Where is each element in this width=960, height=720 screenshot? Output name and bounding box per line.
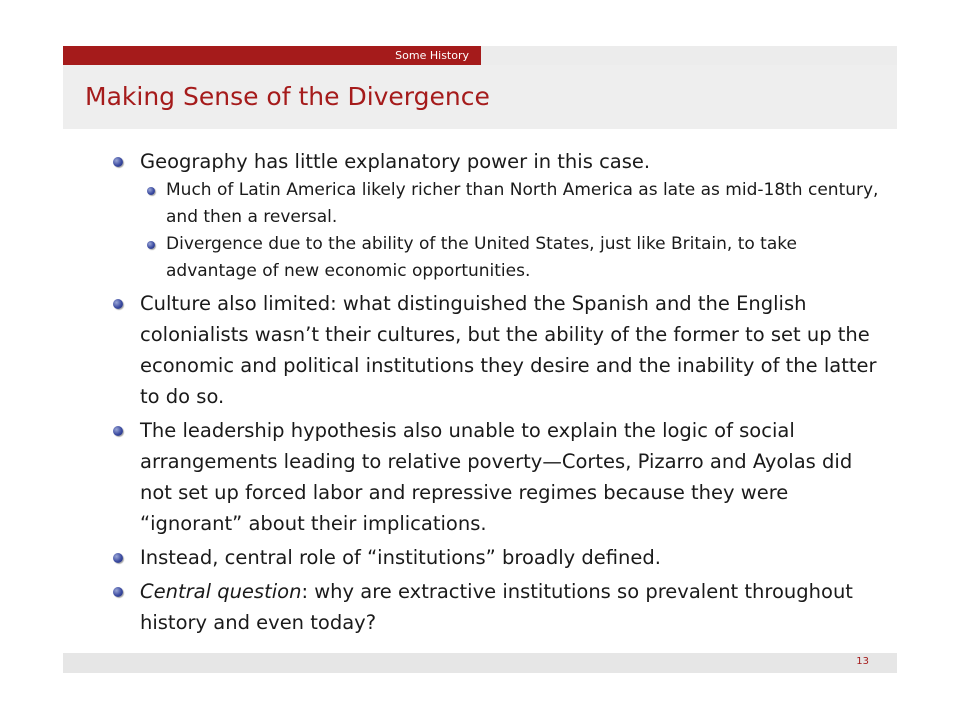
sub-bullet-icon (147, 241, 155, 249)
bullet-text: Culture also limited: what distinguished the Spanish and the English colonialists wasn’t their cultures, but the ability of the former to set up the economic and political institutions they desire and the inability of the latter to do so. (140, 292, 877, 408)
sub-bullet-text: Divergence due to the ability of the United States, just like Britain, to take advantage of new economic opportunities. (166, 234, 797, 281)
slide-title: Making Sense of the Divergence (85, 82, 490, 111)
bullet-text: Geography has little explanatory power in this case. (140, 150, 651, 173)
bullet-text: Instead, central role of “institutions” broadly defined. (140, 546, 661, 569)
bullet-text: The leadership hypothesis also unable to explain the logic of social arrangements leading to relative poverty—Cortes, Pizarro and Ayolas did not set up forced labor and repressive regimes because they were “ignorant” about their implications. (140, 419, 853, 535)
slide-content (63, 146, 897, 641)
bullet-item-institutions (63, 542, 897, 573)
sub-bullet-icon (147, 187, 155, 195)
sub-bullet-item (116, 231, 883, 285)
bullet-item-culture (63, 288, 897, 412)
section-label[interactable]: Some History (63, 46, 481, 65)
bullet-item-central-question (63, 576, 897, 638)
sub-bullet-text: Much of Latin America likely richer than North America as late as mid-18th century, and then a reversal. (166, 180, 879, 227)
footer-bar (63, 653, 897, 673)
slide (63, 46, 897, 673)
page-number: 13 (856, 656, 869, 667)
sub-bullet-list (140, 177, 883, 285)
bullet-icon (113, 426, 123, 436)
bullet-item-leadership (63, 415, 897, 539)
sub-bullet-item (116, 177, 883, 231)
bullet-icon (113, 299, 123, 309)
bullet-item-geography (63, 146, 897, 285)
bullet-list (63, 146, 897, 638)
title-bar (63, 65, 897, 129)
bullet-icon (113, 587, 123, 597)
section-bar (63, 46, 897, 65)
bullet-text: : why are extractive institutions so prevalent throughout history and even today? (140, 580, 853, 634)
bullet-lead-italic: Central question (140, 580, 302, 603)
bullet-icon (113, 157, 123, 167)
bullet-icon (113, 553, 123, 563)
